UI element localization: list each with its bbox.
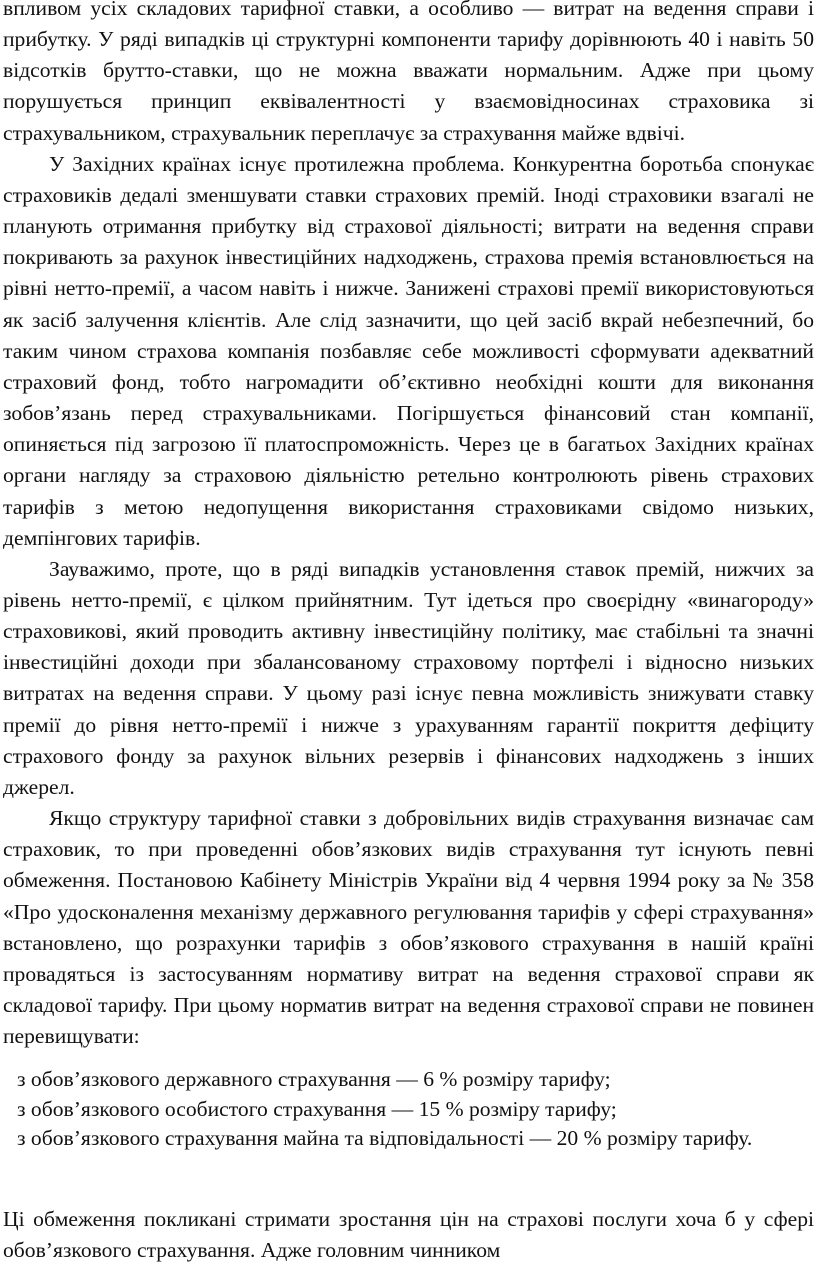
paragraph: впливом усіх складових тарифної ставки, а особливо — витрат на ведення справи і прибутку. У ряді випадків ці структурні компоненти тарифу дорівнюють 40 і навіть 50 відсотків брутто-ставки, що не можна вважати нормальним. Адже при цьому порушується принцип еквівалентності у взаємовідносинах страховика зі страхувальником, страхувальник переплачує за страхування майже вдвічі. xyxy=(3,0,814,145)
paragraph: Якщо структуру тарифної ставки з добровільних видів страхування визначає сам страховик, то при проведенні обов’язкових видів страхування тут існують певні обмеження. Постановою Кабінету Міністрів України від 4 червня 1994 року за № 358 «Про удосконалення механізму державного регулювання тарифів у сфері страхування» встановлено, що розрахунки тарифів з обов’язкового страхування в нашій країні провадяться із застосуванням нормативу витрат на ведення страхової справи як складової тарифу. При цьому норматив витрат на ведення страхової справи не повинен перевищувати: xyxy=(3,806,814,1049)
list-item: з обов’язкового державного страхування — 6 % розміру тарифу; xyxy=(17,1067,611,1091)
closing-paragraph: Ці обмеження покликані стримати зростання цін на страхові послуги хоча б у сфері обов’язкового страхування. Адже головним чинником xyxy=(3,1207,814,1263)
paragraph: Зауважимо, проте, що в ряді випадків установлення ставок премій, нижчих за рівень нетто-премії, є цілком прийнятним. Тут ідеться про своєрідну «винагороду» страховикові, який проводить активну інвестиційну політику, має стабільні та значні інвестиційні доходи при збалансованому страховому портфелі і відносно низьких витратах на ведення справи. У цьому разі існує певна можливість знижувати ставку премії до рівня нетто-премії і нижче з урахуванням гарантії покриття дефіциту страхового фонду за рахунок вільних резервів і фінансових надходжень з інших джерел. xyxy=(3,556,814,799)
body-text xyxy=(3,0,814,1052)
paragraph: У Західних країнах існує протилежна проблема. Конкурентна боротьба спонукає страховиків дедалі зменшувати ставки страхових премій. Іноді страховики взагалі не планують отримання прибутку від страхової діяльності; витрати на ведення справи покривають за рахунок інвестиційних надходжень, страхова премія встановлюється на рівні нетто-премії, а часом навіть і нижче. Занижені страхові премії використовуються як засіб залучення клієнтів. Але слід зазначити, що цей засіб вкрай небезпечний, бо таким чином страхова компанія позбавляє себе можливості сформувати адекватний страховий фонд, тобто нагромадити об’єктивно необхідні кошти для виконання зобов’язань перед страхувальниками. Погіршується фінансовий стан компанії, опиняється під загрозою її платоспроможність. Через це в багатьох Західних країнах органи нагляду за страховою діяльністю ретельно контролюють рівень страхових тарифів з метою недопущення використання страховиками свідомо низьких, демпінгових тарифів. xyxy=(3,151,814,550)
list-item: з обов’язкового особистого страхування — 15 % розміру тарифу; xyxy=(17,1096,617,1121)
expense-limits-list xyxy=(17,1065,814,1154)
list-item: з обов’язкового страхування майна та відповідальності — 20 % розміру тарифу. xyxy=(17,1126,753,1150)
